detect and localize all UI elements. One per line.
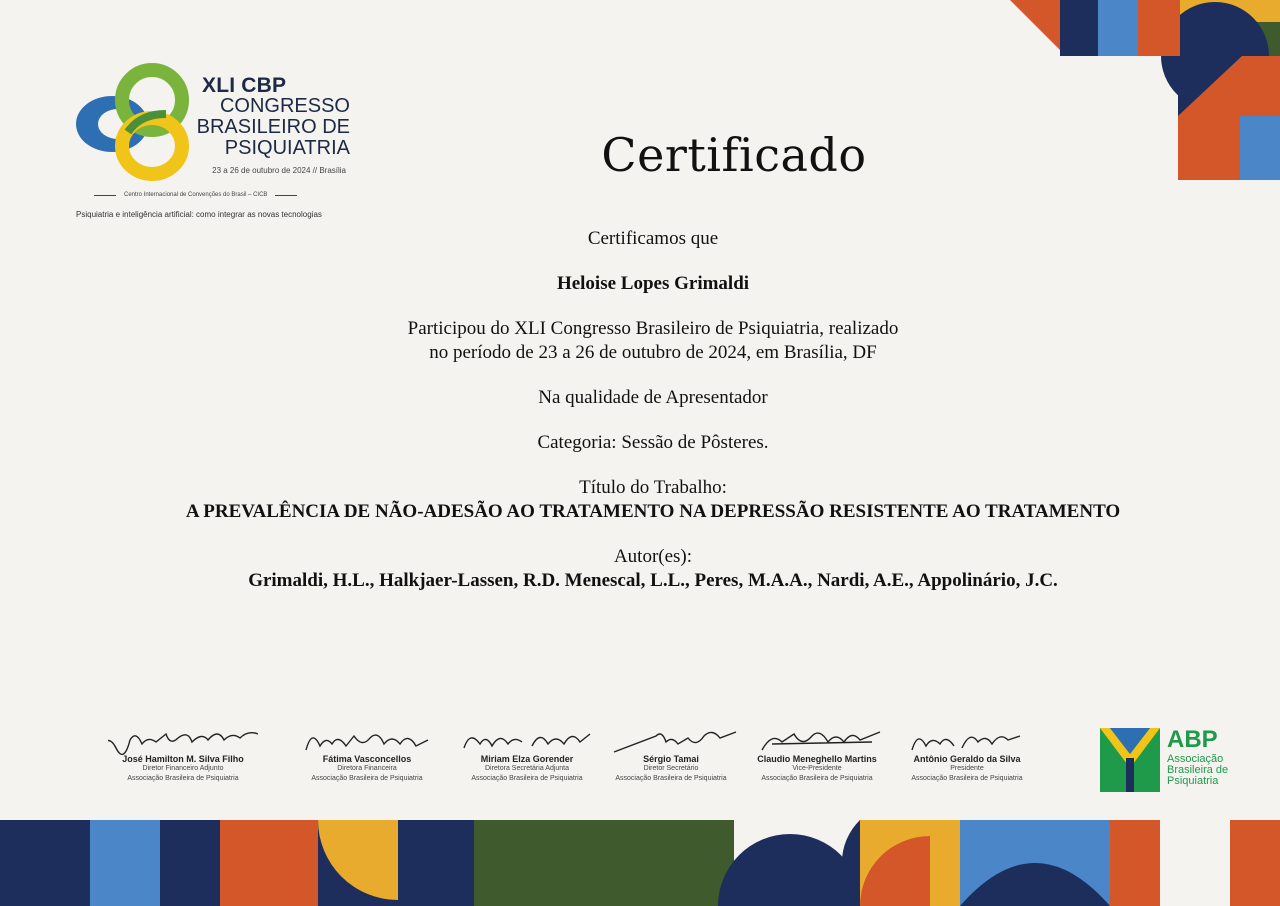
congress-dates: 23 a 26 de outubro de 2024 // Brasília xyxy=(212,166,346,175)
congress-logo-title: XLI CBP xyxy=(202,74,287,97)
divider xyxy=(275,195,297,196)
signatory-name: Fátima Vasconcellos xyxy=(322,754,412,764)
congress-venue: Centro Internacional de Convenções do Brasil – CICB xyxy=(124,192,268,198)
abp-emblem-icon xyxy=(1100,728,1160,792)
signatory-name: Sérgio Tamai xyxy=(643,754,699,764)
handwritten-signature xyxy=(292,722,442,756)
handwritten-signature xyxy=(596,722,746,756)
abp-logo-subtitle-line: Brasileira de xyxy=(1167,764,1229,776)
signatory-title: Diretora Financeira xyxy=(337,765,397,772)
presentation-category: Categoria: Sessão de Pôsteres. xyxy=(537,432,769,453)
divider xyxy=(94,195,116,196)
signatory-organization: Associação Brasileira de Psiquiatria xyxy=(471,775,583,782)
signatory-name: Claudio Meneghello Martins xyxy=(757,754,877,764)
congress-logo-name-line: BRASILEIRO DE xyxy=(196,116,350,138)
signatory-name: José Hamilton M. Silva Filho xyxy=(122,754,244,764)
signature-block xyxy=(292,722,442,784)
signatory-title: Diretora Secretária Adjunta xyxy=(484,765,570,772)
signatory-title: Diretor Financeiro Adjunto xyxy=(142,765,224,772)
authors-label: Autor(es): xyxy=(613,546,693,567)
signatory-organization: Associação Brasileira de Psiquiatria xyxy=(127,775,239,782)
abp-logo xyxy=(1100,728,1240,794)
abp-logo-letters: ABP xyxy=(1167,726,1218,753)
abp-logo-subtitle xyxy=(1167,754,1228,787)
handwritten-signature xyxy=(108,722,258,756)
signature-block xyxy=(108,722,258,784)
congress-logo-name-line: CONGRESSO xyxy=(219,95,350,117)
signatory-organization: Associação Brasileira de Psiquiatria xyxy=(911,775,1023,782)
participation-line-1: Participou do XLI Congresso Brasileiro de Psiquiatria, realizado xyxy=(407,318,899,339)
certificate-title: Certificado xyxy=(601,128,867,182)
abp-logo-subtitle-line: Psiquiatria xyxy=(1167,775,1219,787)
signature-block xyxy=(742,722,892,784)
participation-line-2: no período de 23 a 26 de outubro de 2024, em Brasília, DF xyxy=(429,342,877,363)
work-title: A PREVALÊNCIA DE NÃO-ADESÃO AO TRATAMENTO NA DEPRESSÃO RESISTENTE AO TRATAMENTO xyxy=(185,501,1121,522)
authors-list: Grimaldi, H.L., Halkjaer-Lassen, R.D. Menescal, L.L., Peres, M.A.A., Nardi, A.E., Appolinário, J.C. xyxy=(248,570,1058,591)
signatory-name: Antônio Geraldo da Silva xyxy=(913,754,1021,764)
congress-theme: Psiquiatria e inteligência artificial: como integrar as novas tecnologias xyxy=(76,210,322,219)
signatory-title: Presidente xyxy=(950,765,984,772)
handwritten-signature xyxy=(892,722,1042,756)
signature-block xyxy=(596,722,746,784)
work-title-label: Título do Trabalho: xyxy=(579,477,727,498)
congress-logo-name-line: PSIQUIATRIA xyxy=(224,137,350,159)
handwritten-signature xyxy=(452,722,602,756)
signatory-organization: Associação Brasileira de Psiquiatria xyxy=(615,775,727,782)
recipient-name: Heloise Lopes Grimaldi xyxy=(556,273,750,294)
signature-block xyxy=(892,722,1042,784)
participant-role: Na qualidade de Apresentador xyxy=(538,387,768,408)
signatory-title: Vice-Presidente xyxy=(792,765,842,772)
signatory-name: Miriam Elza Gorender xyxy=(480,754,574,764)
signatory-organization: Associação Brasileira de Psiquiatria xyxy=(761,775,873,782)
certificate-intro: Certificamos que xyxy=(587,228,719,249)
bottom-decoration xyxy=(0,820,1280,906)
signatory-title: Diretor Secretário xyxy=(643,765,699,772)
congress-venue-row xyxy=(94,192,297,198)
abp-logo-subtitle-line: Associação xyxy=(1167,753,1224,765)
signature-block xyxy=(452,722,602,784)
signatory-organization: Associação Brasileira de Psiquiatria xyxy=(311,775,423,782)
handwritten-signature xyxy=(742,722,892,756)
